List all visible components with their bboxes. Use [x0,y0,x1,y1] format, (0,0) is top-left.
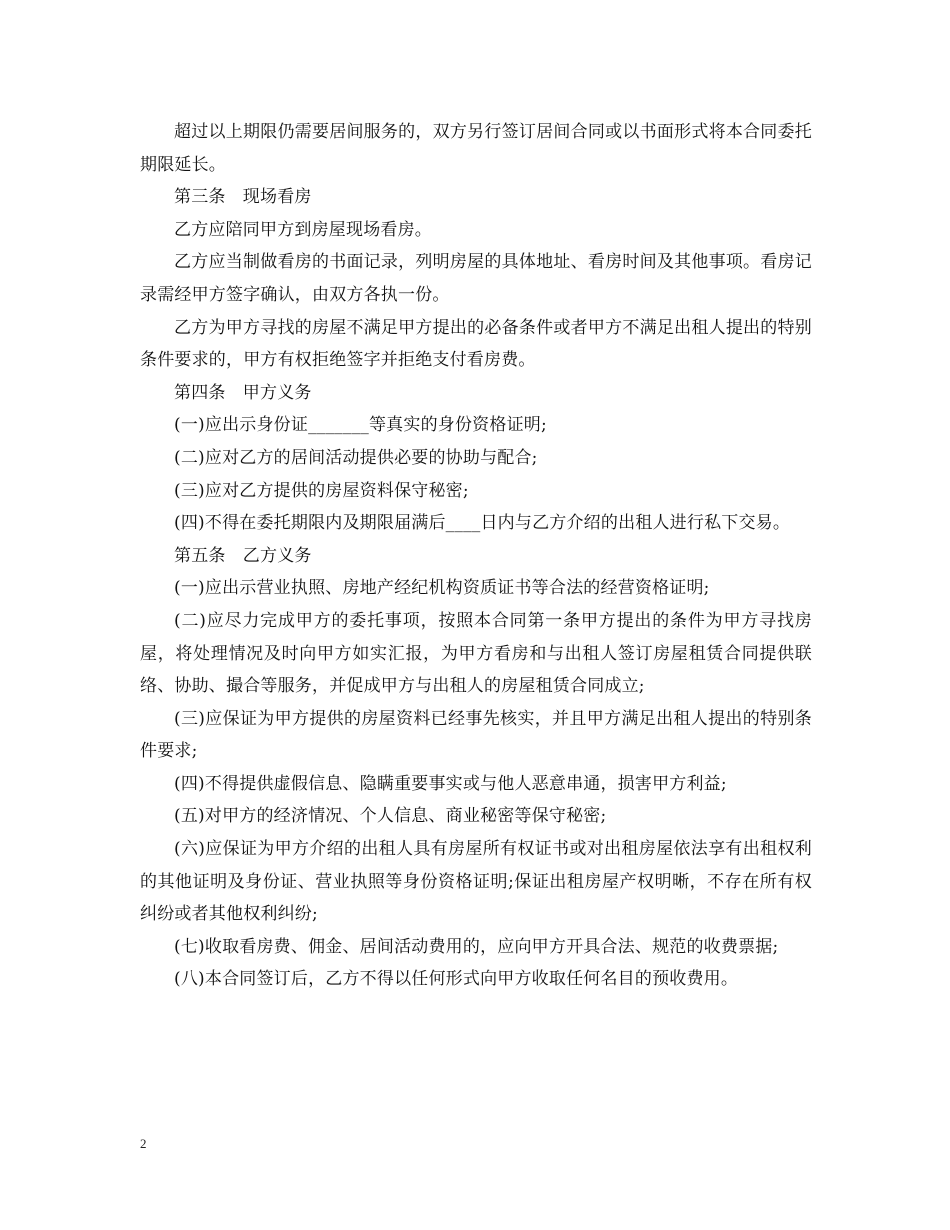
paragraph: 乙方应陪同甲方到房屋现场看房。 [174,219,432,240]
list-item: (六)应保证为甲方介绍的出租人具有房屋所有权证书或对出租房屋依法享有出租权利的其他证明及身份证、营业执照等身份资格证明;保证出租房屋产权明晰，不存在所有权纠纷或者其他权利纠纷; [140,839,812,925]
list-item: (四)不得在委托期限内及期限届满后____日内与乙方介绍的出租人进行私下交易。 [174,513,791,534]
list-item: (五)对甲方的经济情况、个人信息、商业秘密等保守秘密; [174,806,607,827]
list-item: (一)应出示身份证_______等真实的身份资格证明; [174,415,547,436]
paragraph: 乙方为甲方寻找的房屋不满足甲方提出的必备条件或者甲方不满足出租人提出的特别条件要求的，甲方有权拒绝签字并拒绝支付看房费。 [140,317,812,371]
list-item: (一)应出示营业执照、房地产经纪机构资质证书等合法的经营资格证明; [174,578,710,599]
section-heading: 第三条 现场看房 [174,187,312,208]
section-heading: 第五条 乙方义务 [174,545,312,566]
list-item: (二)应尽力完成甲方的委托事项，按照本合同第一条甲方提出的条件为甲方寻找房屋，将处理情况及时向甲方如实汇报，为甲方看房和与出租人签订房屋租赁合同提供联络、协助、撮合等服务，并促成甲方与出租人的房屋租赁合同成立; [140,610,812,697]
list-item: (四)不得提供虚假信息、隐瞒重要事实或与他人恶意串通，损害甲方利益; [174,773,727,794]
page-number: 2 [140,1136,147,1151]
list-item: (三)应对乙方提供的房屋资料保守秘密; [174,480,469,501]
section-heading: 第四条 甲方义务 [174,382,312,403]
list-item: (二)应对乙方的居间活动提供必要的协助与配合; [174,447,538,468]
document-body [140,116,812,996]
paragraph: 超过以上期限仍需要居间服务的，双方另行签订居间合同或以书面形式将本合同委托期限延长。 [140,122,812,175]
list-item: (七)收取看房费、佣金、居间活动费用的，应向甲方开具合法、规范的收费票据; [174,936,779,957]
paragraph: 乙方应当制做看房的书面记录，列明房屋的具体地址、看房时间及其他事项。看房记录需经甲方签字确认，由双方各执一份。 [140,252,812,305]
list-item: (八)本合同签订后，乙方不得以任何形式向甲方收取任何名目的预收费用。 [174,969,739,990]
list-item: (三)应保证为甲方提供的房屋资料已经事先核实，并且甲方满足出租人提出的特别条件要求; [140,708,812,762]
